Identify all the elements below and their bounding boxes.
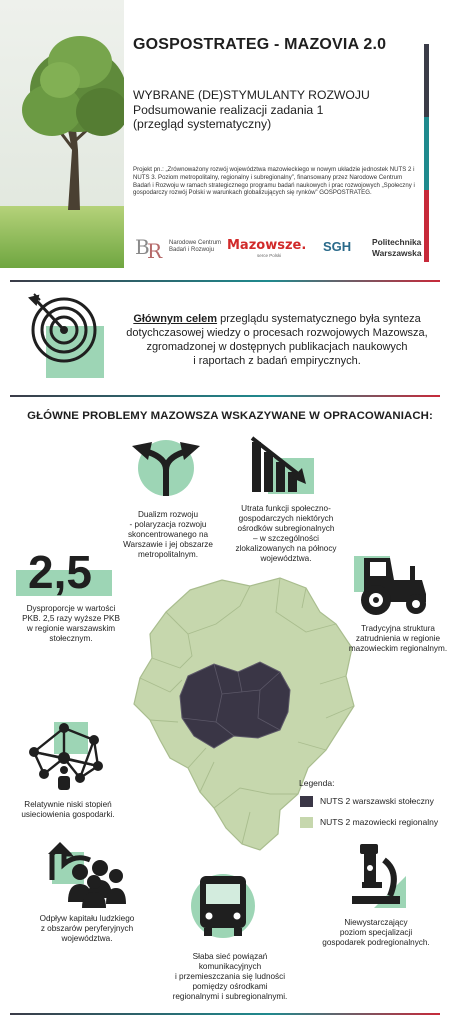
page-subtitle [133, 88, 423, 132]
legend-label-regionalny: NUTS 2 mazowiecki regionalny [320, 817, 439, 827]
ncbr-logo-icon [133, 232, 167, 262]
legend-label-warszawski: NUTS 2 warszawski stołeczny [320, 796, 434, 806]
bus-icon [190, 872, 256, 940]
accent-color-bar [424, 44, 429, 262]
divider-middle [10, 395, 440, 397]
partner-logos [133, 230, 433, 264]
goal-statement: Głównym celem przeglądu systematycznego była synteza dotychczasowej wiedzy o procesach rozwojowych Mazowsza, zgromadzonej w dostępnych publikacjach naukowych i raportach z badań empirycznych. [126, 313, 428, 367]
disparity-caption: Dysproporcje w wartości PKB. 2,5 razy wyższe PKB w regionie warszawskim stołecznym. [22, 604, 120, 643]
ncbr-logo-text: Narodowe Centrum Badań i Rozwoju [169, 240, 222, 253]
project-description: Projekt pn.: „Zrównoważony rozwój województwa mazowieckiego w nowym układzie jednostek NUTS 2 i NUTS 3. Poziom metropolitalny, regionalny i subregionalny”, finansowany przez Narodowe Centrum Badań i Rozwoju w ramach strategicznego programu badań naukowych i prac rozwojowych „Społeczny i gospodarczy rozwój Polski w warunkach globalizujących się rynków” GOSPOSTRATEG. [133, 166, 415, 197]
problems-heading: GŁÓWNE PROBLEMY MAZOWSZA WSKAZYWANE W OPRACOWANIACH: [27, 410, 433, 422]
traditional-caption: Tradycyjna struktura zatrudnienia w regionie mazowieckim regionalnym. [348, 624, 448, 653]
network-caption: Relatywnie niski stopień usieciowienia gospodarki. [21, 800, 115, 819]
subtitle-line-2: Podsumowanie realizacji zadania 1 [133, 102, 324, 117]
svg-text:B: B [135, 235, 150, 259]
target-icon [28, 292, 108, 382]
sgh-logo: SGH [323, 239, 352, 254]
header-tree-photo [0, 0, 124, 268]
functions-caption: Utrata funkcji społeczno- gospodarczych niektórych ośrodków subregionalnych – w szczególności zlokalizowanych na północy województwa. [235, 504, 337, 563]
subtitle-line-1: WYBRANE (DE)STYMULANTY ROZWOJU [133, 88, 370, 102]
tractor-icon [350, 552, 432, 618]
split-arrow-icon [128, 436, 204, 496]
page-title: GOSPOSTRATEG - MAZOVIA 2.0 [133, 36, 387, 53]
microscope-icon [344, 838, 410, 912]
legend-swatch-regionalny [300, 817, 313, 828]
divider-top [10, 280, 440, 282]
mazowsze-tagline: serce Polski [257, 253, 282, 258]
outflow-caption: Odpływ kapitału ludzkiego z obszarów peryferyjnych województwa. [39, 914, 135, 943]
legend-title: Legenda: [299, 778, 335, 788]
dualism-caption: Dualizm rozwoju - polaryzacja rozwoju skoncentrowanego na Warszawie i jej obszarze metropolitalnym. [123, 510, 213, 559]
big-number-2-5: 2,5 [28, 546, 92, 598]
mazowsze-logo: Mazowsze. [227, 238, 307, 253]
goal-highlight: Głównym celem [133, 313, 218, 325]
transport-caption: Słaba sieć powiązań komunikacyjnych i przemieszczania się ludności pomiędzy ośrodkami regionalnymi i subregionalnymi. [172, 952, 288, 1001]
declining-chart-icon [248, 434, 318, 496]
people-outflow-icon [46, 842, 130, 908]
svg-text:R: R [147, 239, 163, 262]
divider-bottom [10, 1013, 440, 1015]
specialization-caption: Niewystarczający poziom specjalizacji gospodarek podregionalnych. [322, 918, 430, 947]
mazovia-map [130, 572, 360, 857]
network-icon [24, 718, 106, 790]
legend-swatch-warszawski [300, 796, 313, 807]
pw-logo: Politechnika Warszawska [372, 237, 422, 258]
subtitle-line-3: (przegląd systematyczny) [133, 117, 272, 131]
